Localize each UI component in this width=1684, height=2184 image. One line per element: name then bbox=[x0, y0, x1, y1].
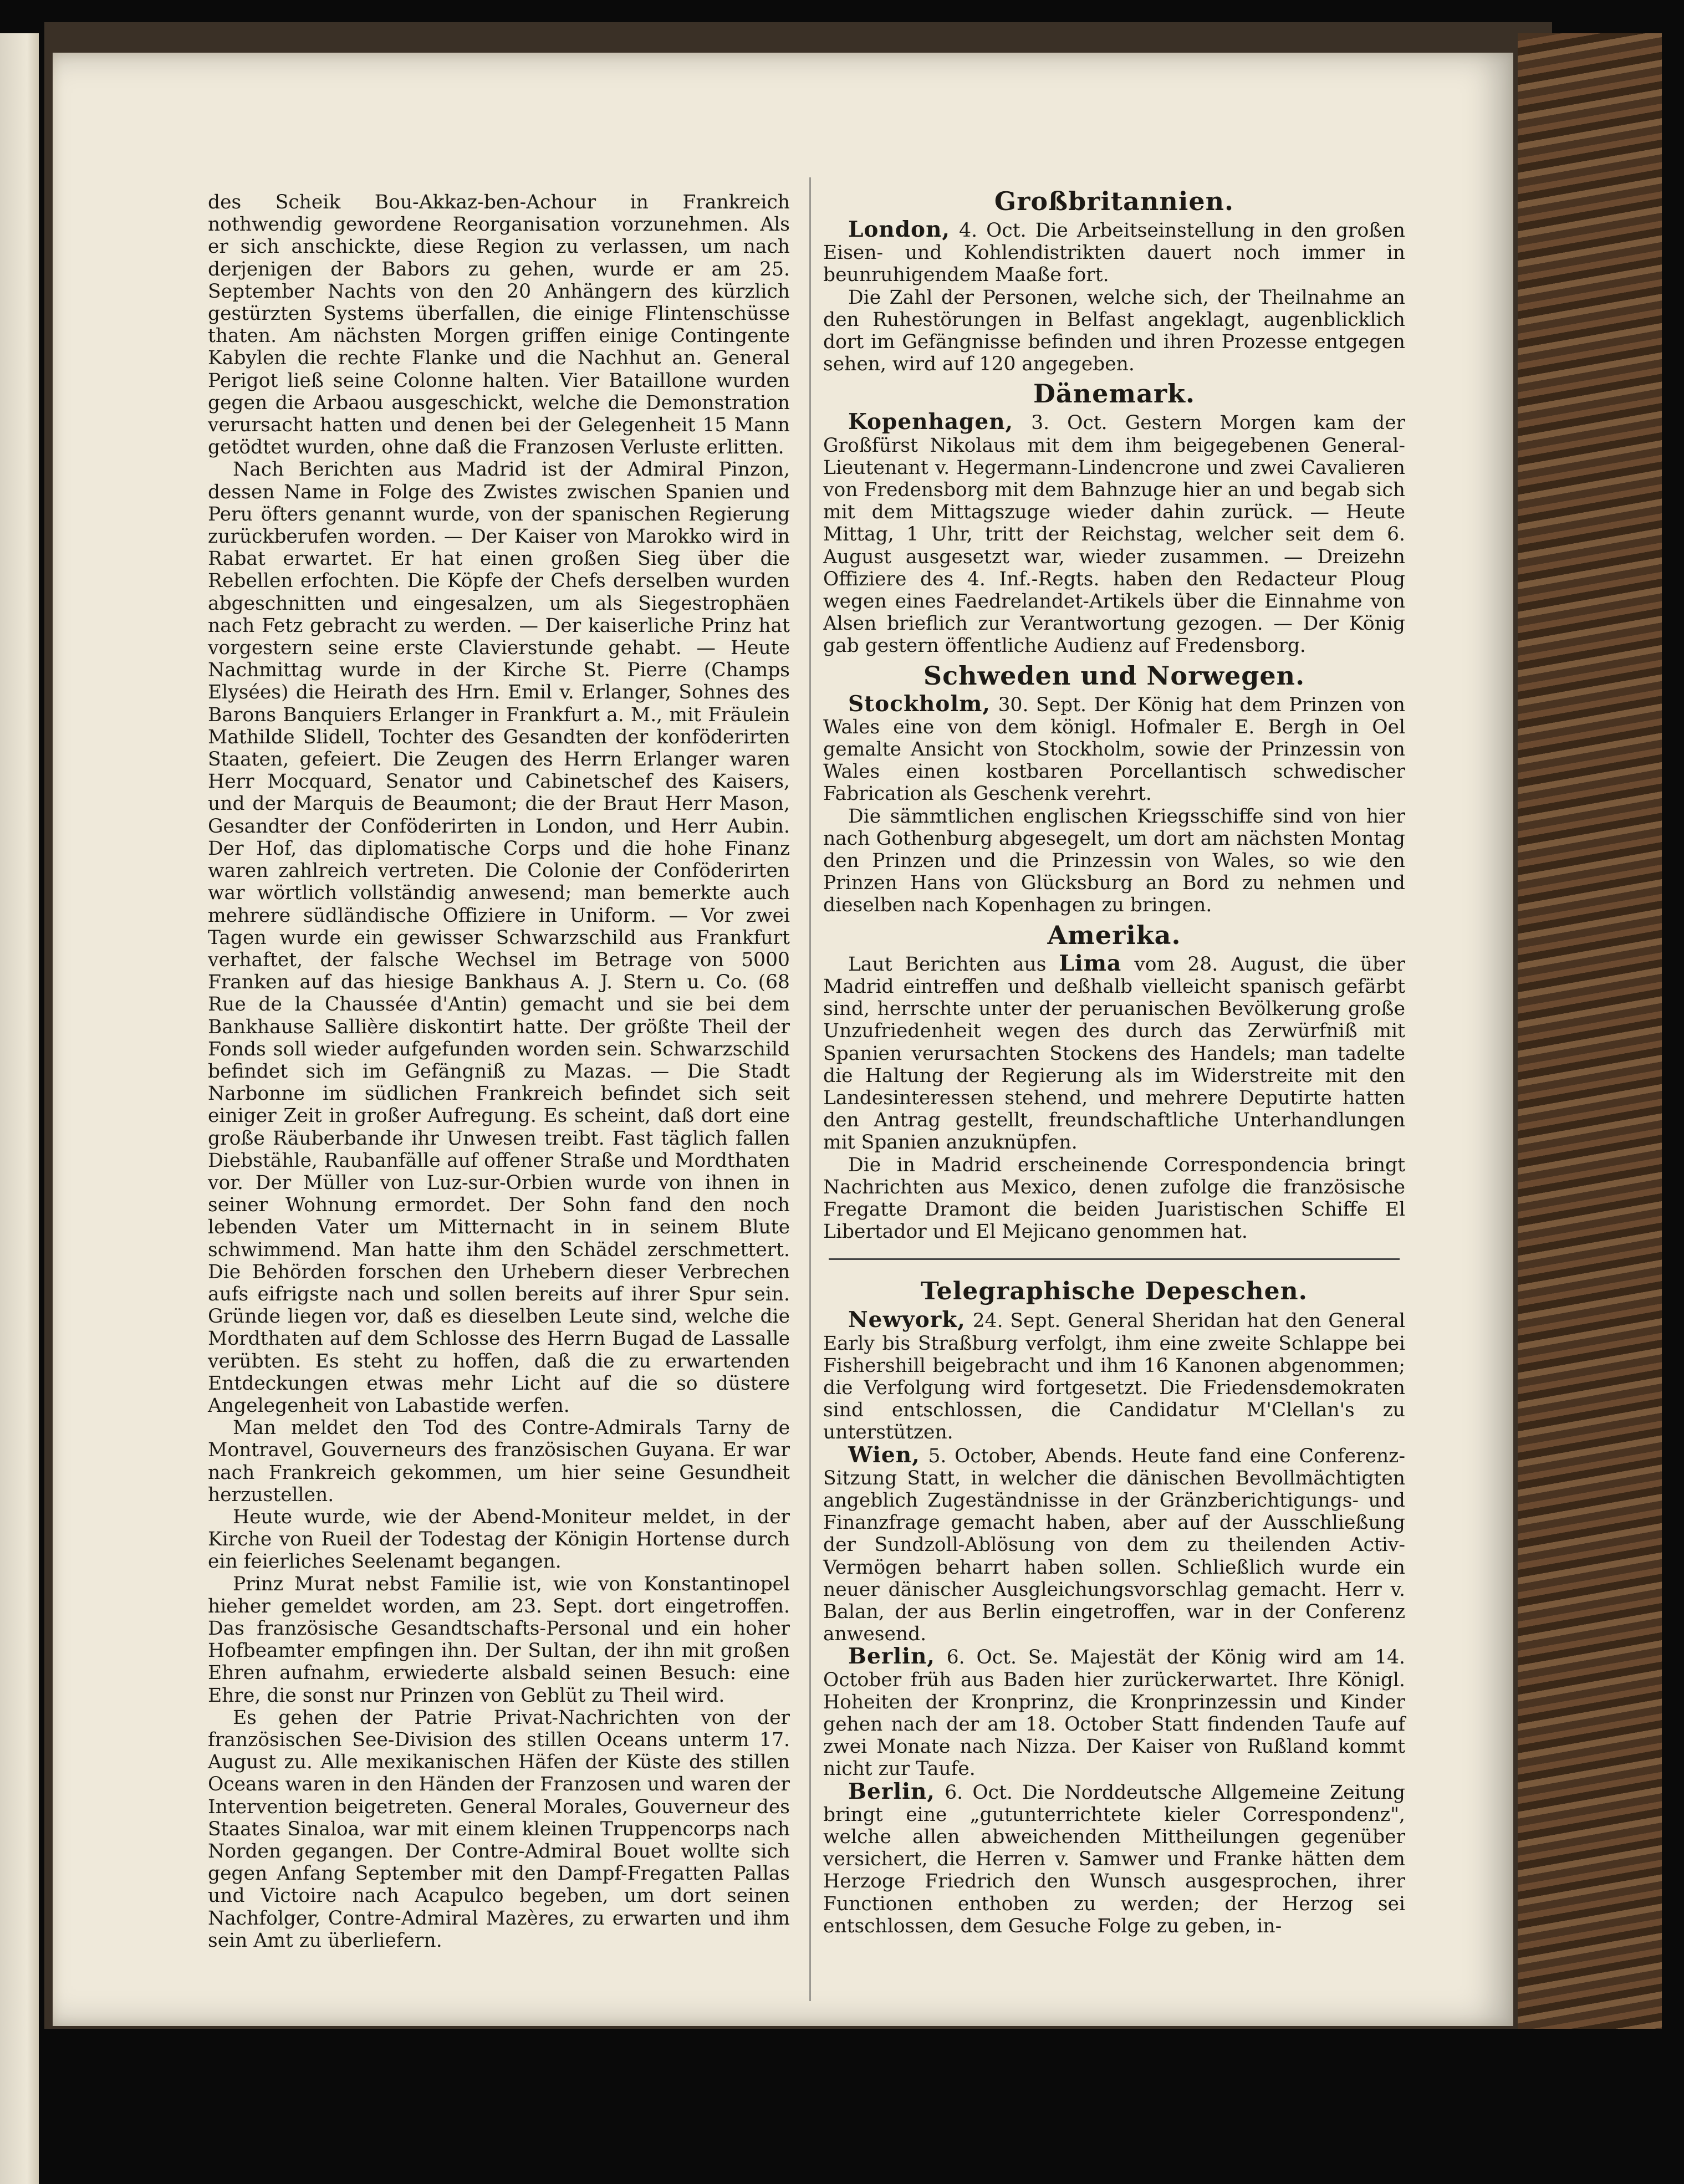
dateline-berlin: Berlin, bbox=[848, 1778, 935, 1804]
dateline-wien: Wien, bbox=[848, 1442, 920, 1468]
article-text: 4. Oct. Die Arbeitseinstellung in den großen Eisen- und Kohlendistrikten dauert noch immer in beunruhigendem Maaße fort. bbox=[823, 220, 1405, 287]
left-column bbox=[208, 191, 790, 1952]
article-text: vom 28. August, die über Madrid eintreffen und deßhalb vielleicht spanisch gefärbt sind, herrschte unter der peruanischen Bevölkerung große Unzufriedenheit wegen des durch das Zerwürfniß mit Spanien verursachten Stockens des Handels; man tadelte die Haltung der Regierung als im Widerstreite mit den Landesinteressen stehend, und mehrere Deputirte hatten den Antrag gestellt, freundschaftliche Unterhandlungen mit Spanien anzuknüpfen. bbox=[823, 953, 1406, 1154]
dateline-stockholm: Stockholm, bbox=[848, 691, 991, 717]
marbled-book-edge bbox=[1518, 33, 1662, 2029]
paragraph: Die in Madrid erscheinende Correspondencia bringt Nachrichten aus Mexico, denen zufolge die französische Fregatte Dramont die beiden Juaristischen Schiffe El Libertador und El Mejicano genommen hat. bbox=[823, 1154, 1405, 1243]
section-heading-gb: Großbritannien. bbox=[994, 186, 1234, 216]
article-text: Laut Berichten aus bbox=[848, 953, 1047, 976]
facing-page-edge bbox=[0, 33, 39, 2184]
right-column bbox=[823, 183, 1405, 1937]
section-heading-se: Schweden und Norwegen. bbox=[923, 660, 1305, 691]
section-separator bbox=[829, 1258, 1400, 1260]
column-divider bbox=[809, 177, 811, 2001]
paragraph: Man meldet den Tod des Contre-Admirals Tarny de Montravel, Gouverneurs des französischen Guyana. Er war nach Frankreich gekommen, um hier seine Gesundheit herzustellen. bbox=[208, 1417, 790, 1506]
section-heading-am: Amerika. bbox=[1047, 920, 1181, 950]
paragraph: Es gehen der Patrie Privat-Nachrichten von der französischen See-Division des stillen Oceans unterm 17. August zu. Alle mexikanischen Häfen der Küste des stillen Oceans waren in den Händen der Franzosen und waren der Intervention beigetreten. General Morales, Gouverneur des Staates Sinaloa, war mit einem kleinen Truppencorps nach Norden gegangen. Der Contre-Admiral Bouet wollte sich gegen Anfang September mit den Dampf-Fregatten Pallas und Victoire nach Acapulco begeben, um dort seinen Nachfolger, Contre-Admiral Mazères, zu erwarten und ihm sein Amt zu überliefern. bbox=[208, 1706, 790, 1952]
paragraph: Prinz Murat nebst Familie ist, wie von Konstantinopel hieher gemeldet worden, am 23. Sept. dort eingetroffen. Das französische Gesandtschafts-Personal und ein hoher Hofbeamter empfingen ihn. Der Sultan, der ihn mit großen Ehren aufnahm, erwiederte alsbald seinen Besuch: eine Ehre, die sonst nur Prinzen von Geblüt zu Theil wird. bbox=[208, 1573, 790, 1707]
section-heading-dk: Dänemark. bbox=[1033, 379, 1195, 409]
article-text: 24. Sept. General Sheridan hat den General Early bis Straßburg verfolgt, ihm eine zweite Schlappe bei Fishershill beigebracht und ihm 16 Kanonen abgenommen; die Verfolgung wird fortgesetzt. Die Friedensdemokraten sind entschlossen, die Candidatur M'Clellan's zu unterstützen. bbox=[823, 1310, 1406, 1444]
article-text: 5. October, Abends. Heute fand eine Conferenz-Sitzung Statt, in welcher die dänischen Bevollmächtigten angeblich Zugeständnisse in der Gränzberichtigungs- und Finanzfrage gemacht haben, aber auf der Ausschließung der Sundzoll-Ablösung von dem zu theilenden Activ-Vermögen beharrt haben sollen. Schließlich wurde ein neuer dänischer Ausgleichungsvorschlag gemacht. Herr v. Balan, der aus Berlin eingetroffen, war in der Conferenz anwesend. bbox=[823, 1445, 1405, 1646]
paragraph: Die Zahl der Personen, welche sich, der Theilnahme an den Ruhestörungen in Belfast angeklagt, augenblicklich dort im Gefängnisse befinden und ihren Prozesse entgegen sehen, wird auf 120 angegeben. bbox=[823, 286, 1405, 376]
dateline-london: London, bbox=[848, 217, 951, 242]
paragraph: Nach Berichten aus Madrid ist der Admiral Pinzon, dessen Name in Folge des Zwistes zwischen Spanien und Peru öfters genannt wurde, von der spanischen Regierung zurückberufen worden. — Der Kaiser von Marokko wird in Rabat erwartet. Er hat einen großen Sieg über die Rebellen erfochten. Die Köpfe der Chefs derselben wurden abgeschnitten und eingesalzen, um als Siegestrophäen nach Fetz gebracht zu werden. — Der kaiserliche Prinz hat vorgestern seine erste Clavierstunde gehabt. — Heute Nachmittag wurde in der Kirche St. Pierre (Champs Elysées) die Heirath des Hrn. Emil v. Erlanger, Sohnes des Barons Banquiers Erlanger in Frankfurt a. M., mit Fräulein Mathilde Slidell, Tochter des Gesandten der konföderirten Staaten, gefeiert. Die Zeugen des Herrn Erlanger waren Herr Mocquard, Senator und Cabinetschef des Kaisers, und der Marquis de Beaumont; die der Braut Herr Mason, Gesandter der Conföderirten in London, und Herr Aubin. Der Hof, das diplomatische Corps und die hohe Finanz waren zahlreich vertreten. Die Colonie der Conföderirten war wörtlich vollständig anwesend; man bemerkte auch mehrere südländische Offiziere in Uniform. — Vor zwei Tagen wurde ein gewisser Schwarzschild aus Frankfurt verhaftet, der falsche Wechsel im Betrage von 5000 Franken auf das hiesige Bankhaus A. J. Stern u. Co. (68 Rue de la Chaussée d'Antin) gemacht und sie bei dem Bankhause Sallière diskontirt hatte. Der größte Theil der Fonds soll wieder aufgefunden worden sein. Schwarzschild befindet sich im Gefängniß zu Mazas. — Die Stadt Narbonne im südlichen Frankreich befindet sich seit einiger Zeit in großer Aufregung. Es scheint, daß dort eine große Räuberbande ihr Unwesen treibt. Fast täglich fallen Diebstähle, Raubanfälle auf offener Straße und Mordthaten vor. Der Müller von Luz-sur-Orbien wurde von ihnen in seiner Wohnung ermordet. Der Sohn fand den noch lebenden Vater um Mitternacht in in seinem Blute schwimmend. Man hatte ihm den Schädel zerschmettert. Die Behörden forschen den Urhebern dieser Verbrechen aufs eifrigste nach und sollen bereits auf ihrer Spur sein. Gründe liegen vor, daß es dieselben Leute sind, welche die Mordthaten auf dem Schlosse des Herrn Bugad de Lassalle verübten. Es steht zu hoffen, daß die zu erwartenden Entdeckungen etwas mehr Licht auf die so düstere Angelegenheit von Labastide werfen. bbox=[208, 458, 790, 1417]
article-text: 30. Sept. Der König hat dem Prinzen von Wales eine von dem königl. Hofmaler E. Bergh in Oel gemalte Ansicht von Stockholm, sowie der Prinzessin von Wales einen kostbaren Porcellantisch schwedischer Fabrication als Geschenk verehrt. bbox=[823, 693, 1406, 805]
paragraph: Heute wurde, wie der Abend-Moniteur meldet, in der Kirche von Rueil der Todestag der Königin Hortense durch ein feierliches Seelenamt begangen. bbox=[208, 1506, 790, 1573]
dateline-lima: Lima bbox=[1059, 950, 1122, 976]
article-text: 6. Oct. Die Norddeutsche Allgemeine Zeitung bringt eine „gutunterrichtete kieler Correspondenz", welche allen abweichenden Mittheilungen gegenüber versichert, die Herren v. Samwer und Franke hätten dem Herzoge Friedrich den Wunsch ausgesprochen, ihrer Functionen enthoben zu werden; der Herzog sei entschlossen, dem Gesuche Folge zu geben, in- bbox=[823, 1781, 1405, 1937]
paragraph: Die sämmtlichen englischen Kriegsschiffe sind von hier nach Gothenburg abgesegelt, um dort am nächsten Montag den Prinzen und die Prinzessin von Wales, so wie den Prinzen Hans von Glücksburg an Bord zu nehmen und dieselben nach Kopenhagen zu bringen. bbox=[823, 805, 1405, 917]
dateline-kopenhagen: Kopenhagen, bbox=[848, 409, 1014, 435]
dateline-newyork: Newyork, bbox=[848, 1307, 966, 1333]
article-text: 3. Oct. Gestern Morgen kam der Großfürst Nikolaus mit dem ihm beigegebenen General-Lieutenant v. Hegermann-Lindencrone und zwei Cavalieren von Fredensborg mit dem Bahnzuge hier an und begab sich mit dem Mittagszuge wieder dahin zurück. — Heute Mittag, 1 Uhr, tritt der Reichstag, welcher seit dem 6. August ausgesetzt war, wieder zusammen. — Dreizehn Offiziere des 4. Inf.-Regts. haben den Redacteur Ploug wegen eines Faedrelandet-Artikels über die Einnahme von Alsen brieflich zur Verantwortung gezogen. — Der König gab gestern öffentliche Audienz auf Fredensborg. bbox=[823, 412, 1405, 657]
paragraph: des Scheik Bou-Akkaz-ben-Achour in Frankreich nothwendig gewordene Reorganisation vorzunehmen. Als er sich anschickte, diese Region zu verlassen, um nach derjenigen der Babors zu gehen, wurde er am 25. September Nachts von den 20 Anhängern des kürzlich gestürzten Systems überfallen, die einige Flintenschüsse thaten. Am nächsten Morgen griffen einige Contingente Kabylen die rechte Flanke und die Nachhut an. General Perigot ließ seine Colonne halten. Vier Bataillone wurden gegen die Arbaou ausgeschickt, welche die Demonstration verursacht hatten und denen bei der Gelegenheit 15 Mann getödtet wurden, ohne daß die Franzosen Verluste erlitten. bbox=[208, 191, 790, 459]
article-text: 6. Oct. Se. Majestät der König wird am 14. October früh aus Baden hier zurückerwartet. Ihre Königl. Hoheiten der Kronprinz, die Kronprinzessin und Kinder gehen nach der am 18. October Statt findenden Taufe auf zwei Monate nach Nizza. Der Kaiser von Rußland kommt nicht zur Taufe. bbox=[823, 1646, 1406, 1780]
section-heading-telegraph: Telegraphische Depeschen. bbox=[921, 1277, 1308, 1306]
dateline-berlin: Berlin, bbox=[848, 1644, 935, 1670]
